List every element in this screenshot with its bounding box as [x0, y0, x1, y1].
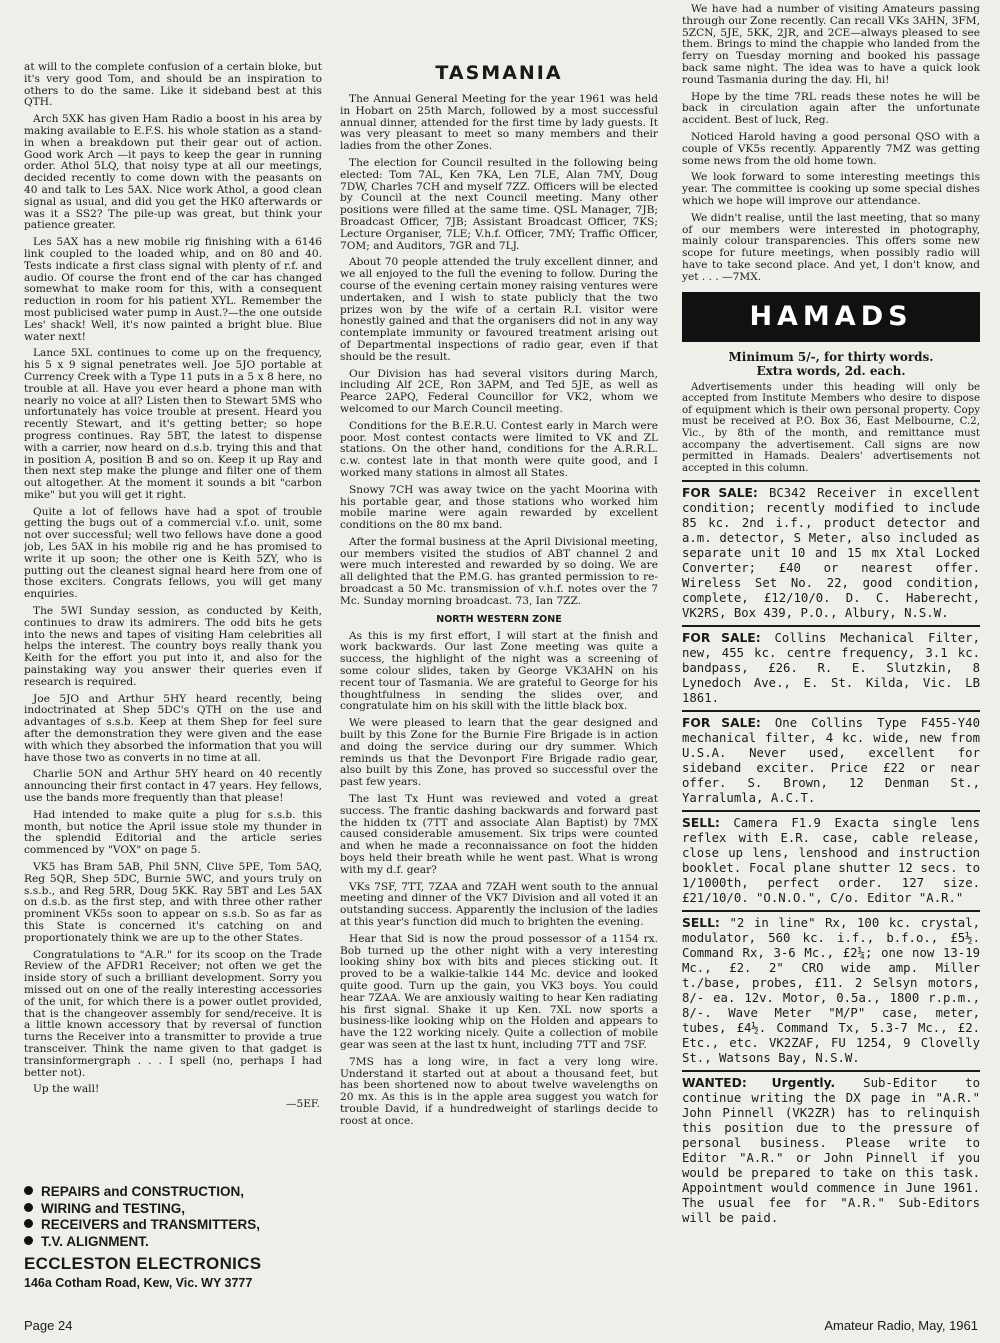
classified-lead: FOR SALE: — [682, 631, 761, 646]
column-left — [24, 62, 322, 1312]
classified-text: BC342 Receiver in excellent condition; recently modified to include 85 kc. 2nd i.f., product detector and a.m. detector, S Meter, also included as separate unit 10 and 15 mx Xtal Locked Converter; £40 or nearest offer. Wireless Set No. 22, good condition, complete, £12/10/0. D. C. Haberecht, VK2RS, Box 439, P.O., Albury, N.S.W. — [682, 486, 980, 621]
tasmania-paragraph: After the formal business at the April Divisional meeting, our members visited the studios of ABT channel 2 and were much interested and rewarded by so doing. We are all delighted that the P.M.G. has granted permission to re-broadcast a 50 Mc. transmission of v.h.f. notes over the 7 Mc. Sunday morning broadcast. 73, Ian 7ZZ. — [340, 535, 658, 607]
ad-service-text: T.V. ALIGNMENT. — [41, 1233, 149, 1249]
col3-paragraph: We didn't realise, until the last meeting, that so many of our members were interested in photography, mainly colour transparencies. This offers some new scope for future meetings, when possibly radio will have to take second place. And yet, I don't know, and yet . . . —7MX. — [682, 211, 980, 283]
col3-paragraph: Hope by the time 7RL reads these notes he will be back in circulation again after the unfortunate accident. Best of luck, Reg. — [682, 90, 980, 127]
col1-paragraph: Joe 5JO and Arthur 5HY heard recently, being indoctrinated at Shep 5DC's QTH on the use and advantages of s.s.b. Keep at them Shep for feel sure after the demonstration they were given and the ease with which they absorbed the information that you will have those two as converts in no time at all. — [24, 692, 322, 764]
column-middle — [340, 62, 658, 1312]
col3-paragraph: We have had a number of visiting Amateurs passing through our Zone recently. Can recall VKs 3AHN, 3FM, 5ZCN, 5JE, 5KK, 2JR, and 2CE—always pleased to see them. Brings to mind the chappie who landed from the ferry on Tuesday morning and booked his passage back same night. The idea was to have a quick look round Tasmania during the day. Hi, hi! — [682, 4, 980, 86]
hamads-rate-extra: Extra words, 2d. each. — [756, 363, 906, 378]
col1-paragraph: Charlie 5ON and Arthur 5HY heard on 40 recently announcing their first contact in 47 years. Hey fellows, use the bands more frequently than that please! — [24, 768, 322, 805]
classified-ad — [682, 910, 980, 1066]
col1-paragraph: at will to the complete confusion of a certain bloke, but it's very good Tom, and should be an inspiration to others to do the same. Like it sideband best at this QTH. — [24, 62, 322, 109]
col1-paragraph: Congratulations to "A.R." for its scoop on the Trade Review of the AFDR1 Receiver; not often we get the inside story of such a brilliant development. Sorry you missed out on one of the really interesting accessories of the unit, for which there is a power outlet provided, that is the changeover assembly for send/receive. It is a little known accessory that by reversal of function turns the Receiver into a transmitter to provide a true transceiver. Think the name given to that gadget is transinformergraph . . . I spell (no, perhaps I had better not). — [24, 948, 322, 1079]
ad-service-line — [24, 1234, 324, 1251]
bullet-icon — [24, 1203, 33, 1212]
col1-paragraph: Lance 5XL continues to come up on the frequency, his 5 x 9 signal penetrates well. Joe 5JO portable at Currency Creek with a Type 11 puts in a 5 x 8 here, no trouble at all. Have you ever heard a phone man with nearly no voice at all? Listen then to Stewart 5MS who unfortunately has voice trouble at present. Heard you recently Stewart, and it's getting better; so hope progress continues. Ray 5BT, the latest to dispense with a carrier, now heard on d.s.b. trying this and that in position A, position B and so on. Keep it up Ray and then next step make the plunge and filter one of them out altogether. At the moment it sounds a bit "carbon mike" but you will get it right. — [24, 347, 322, 501]
publication-footer: Amateur Radio, May, 1961 — [824, 1318, 978, 1333]
nw-zone-paragraph: 7MS has a long wire, in fact a very long wire. Understand it started out at about a thousand feet, but has been shortened now to about twelve wavelengths on 20 mx. As this is in the apple area suggest you watch for trouble David, if a hundredweight of starlings decide to roost at once. — [340, 1055, 658, 1127]
tasmania-paragraph: About 70 people attended the truly excellent dinner, and we all enjoyed to the full the evening to follow. During the course of the evening certain money raising ventures were undertaken, and I wish to state publicly that the two prizes won by the wife of a certain R.I. visitor were honestly gained and that the organisers did not in any way contemplate immunity or favoured treatment arising out of Departmental inspections of radio gear, even if that should be the result. — [340, 256, 658, 363]
tasmania-paragraph: Conditions for the B.E.R.U. Contest early in March were poor. Most contest contacts were limited to VK and ZL stations. On the other hand, conditions for the A.R.R.L. c.w. contest late in that month were quite good, and I worked many stations in almost all States. — [340, 419, 658, 479]
ad-company-name: ECCLESTON ELECTRONICS — [24, 1254, 262, 1273]
bullet-icon — [24, 1236, 33, 1245]
classified-text: Collins Mechanical Filter, new, 455 kc. centre frequency, 3.1 kc. bandpass, £26. R. E. Slutzkin, 8 Lynedoch Ave., E. St. Kilda, Vic. LB 1861. — [682, 631, 980, 706]
col1-paragraph: Had intended to make quite a plug for s.s.b. this month, but notice the April issue stole my thunder in the splendid Editorial and the article series commenced by "VOX" on page 5. — [24, 808, 322, 857]
classified-ad — [682, 625, 980, 706]
col3-paragraph: We look forward to some interesting meetings this year. The committee is cooking up some special dishes which we hope will improve our attendance. — [682, 171, 980, 207]
hamads-rates — [682, 350, 980, 378]
tasmania-paragraph: Our Division has had several visitors during March, including Alf 2CE, Ron 3APM, and Ted 5JE, as well as Pearce 2APQ, Federal Councillor for VK2, whom we welcomed to our March Council meeting. — [340, 367, 658, 415]
ad-service-line — [24, 1184, 324, 1201]
classified-ad — [682, 480, 980, 621]
tasmania-paragraph: The election for Council resulted in the following being elected: Tom 7AL, Ken 7KA, Len 7LE, Alan 7MY, Doug 7DW, Charles 7CH and myself 7ZZ. Officers will be elected by Council at the next Council meeting. Many other positions were filled at the same time. QSL Manager, 7JB; Broadcast Officer, 7JB; Assistant Broadcast Officer, 7KS; Lecture Organiser, 7LE; V.h.f. Officer, 7MY; Traffic Officer, 7OM; and Auditors, 7GR and 7LJ. — [340, 156, 658, 252]
nw-zone-paragraph: We were pleased to learn that the gear designed and built by this Zone for the Burnie Fire Brigade is in action and doing the service during our dry summer. Which reminds us that the Devonport Fire Brigade radio gear, also built by this Zone, has proved so successful over the past few years. — [340, 717, 658, 789]
ad-address: 146a Cotham Road, Kew, Vic. WY 3777 — [24, 1276, 253, 1290]
nw-zone-paragraph: As this is my first effort, I will start at the finish and work backwards. Our last Zone meeting was quite a success, the highlight of the night was a screening of some colour slides, taken by George VK3AHN on his recent tour of Tasmania. We are grateful to George for his thoughtfulness in sending the slides over, and congratulate him on his skill with the little black box. — [340, 629, 658, 713]
ad-service-text: WIRING and TESTING, — [41, 1200, 185, 1216]
col1-paragraph: The 5WI Sunday session, as conducted by Keith, continues to draw its admirers. The odd bits he gets into the news and tapes of visiting Ham celebrities all helps the interest. The country boys really thank you Keith for the effort you put into it, and also for the painstaking way you answer their queries even if research is required. — [24, 605, 322, 688]
ad-service-text: RECEIVERS and TRANSMITTERS, — [41, 1217, 261, 1232]
page-number: Page 24 — [24, 1318, 73, 1333]
hamads-rate-minimum: Minimum 5/-, for thirty words. — [728, 349, 934, 364]
classified-ad — [682, 1070, 980, 1226]
classified-text: "2 in line" Rx, 100 kc. crystal, modulator, 560 kc. i.f., b.f.o., £5½. Command Rx, 3-6 Mc., £2¼; one now 13-19 Mc., £2. 2" CRO wide amp. Miller t./base, probes, £11. 2 Selsyn motors, 8/- ea. 12v. Motor, 0.5a., 1800 r.p.m., 8/-. Wave Meter "M/P" case, meter, tubes, £4½. Command Tx, 5.3-7 Mc., £2. Etc., etc. VK2ZAF, FU 1254, 9 Clovelly St., Watsons Bay, N.S.W. — [682, 916, 980, 1066]
eccleston-advertisement — [24, 1184, 324, 1290]
ad-service-text: REPAIRS and CONSTRUCTION, — [41, 1184, 245, 1199]
classified-lead: SELL: — [682, 916, 720, 931]
hamads-intro: Advertisements under this heading will only be accepted from Institute Members who desire to dispose of equipment which is their own personal property. Copy must be received at P.O. Box 36, East Melbourne, C.2, Vic., by 8th of the month, and remittance must accompany the advertisement. Call signs are now permitted in Hamads. Dealers' advertisements not accepted in this column. — [682, 381, 980, 474]
classified-text: Sub-Editor to continue writing the DX page in "A.R." John Pinnell (VK2ZR) has to relinquish this position due to the pressure of personal business. Please write to Editor "A.R." or John Pinnell if you would be prepared to take on this task. Appointment would commence in June 1961. The usual fee for "A.R." Sub-Editors will be paid. — [682, 1076, 980, 1226]
classified-lead: WANTED: Urgently. — [682, 1076, 836, 1091]
classified-ad — [682, 710, 980, 806]
tasmania-paragraph: The Annual General Meeting for the year 1961 was held in Hobart on 25th March, followed by a most successful annual dinner, attended for the first time by lady guests. It was very pleasant to meet so many members and their ladies from the other Zones. — [340, 93, 658, 153]
classified-text: Camera F1.9 Exacta single lens reflex with E.R. case, cable release, close up lens, lenshood and instruction booklet. Focal plane shutter 12 secs. to 1/1000th, perfect order. 127 size. £21/10/0. "O.N.O.", C/o. Editor "A.R." — [682, 816, 980, 906]
bullet-icon — [24, 1219, 33, 1228]
ad-service-line — [24, 1201, 324, 1218]
section-heading-north-western-zone: NORTH WESTERN ZONE — [436, 613, 562, 625]
tasmania-paragraph: Snowy 7CH was away twice on the yacht Moorina with his portable gear, and those stations who worked him mobile marine were again rewarded by excellent conditions on the 80 mx band. — [340, 483, 658, 532]
col3-paragraph: Noticed Harold having a good personal QSO with a couple of VK5s recently. Apparently 7MZ was getting some news from the old home town. — [682, 130, 980, 167]
col1-paragraph: Les 5AX has a new mobile rig finishing with a 6146 link coupled to the loaded whip, and on 80 and 40. Tests indicate a first class signal with plenty of r.f. and audio. Of course the front end of the car has changed somewhat to make room for this, with a consequent reduction in room for his patient XYL. Remember the most publicised water pump in Aust.?—the one outside Les' shack! Well, it's now painted a bright blue. Blue water next! — [24, 236, 322, 343]
col1-paragraph: Up the wall! — [33, 1083, 100, 1096]
ad-service-line — [24, 1217, 324, 1234]
hamads-banner: HAMADS — [682, 292, 980, 342]
bullet-icon — [24, 1186, 33, 1195]
col1-paragraph: Arch 5XK has given Ham Radio a boost in his area by making available to E.F.S. his whole station as a stand-in when a breakdown put their gear out of action. Good work Arch —it pays to keep the gear in running order. Athol 5LQ, that noisy type at all our meetings, decided recently to come down with the peasants on 40 and talk to Les 5AX. Nice work Athol, a good clean signal as usual, and did you get the HK0 afterwards or was it a SS2? The pile-up was great, but think your patience greater. — [24, 113, 322, 232]
classified-lead: FOR SALE: — [682, 716, 761, 731]
nw-zone-paragraph: Hear that Sid is now the proud possessor of a 1154 rx. Bob turned up the other night with a very interesting looking shiny box with bits and pieces sticking out. It proved to be a walkie-talkie 144 Mc. device and looked quite good. Turn up the gain, you VK3 boys. You could hear 7ZAA. We are anxiously waiting to hear Ken radiating his first signal. Shake it up Ken. 7XL now sports a business-like looking whip on the Holden and appears to have the 122 working nicely. Quite a collection of mobile gear was seen at the last tx hunt, including 7TT and 7SF. — [340, 932, 658, 1051]
column-right — [682, 4, 980, 1310]
classified-lead: FOR SALE: — [682, 486, 758, 501]
section-heading-tasmania: TASMANIA — [435, 62, 563, 84]
col1-signoff: —5EF. — [285, 1098, 320, 1111]
nw-zone-paragraph: The last Tx Hunt was reviewed and voted a great success. The frantic dashing backwards and forward past the hidden tx (7TT and associate Alan Baptist) by 7MX caused considerable amusement. Six trips were counted and when he made a reconnaissance on foot the hidden boys held their breath while he went past. What is wrong with my d.f. gear? — [340, 793, 658, 876]
nw-zone-paragraph: VKs 7SF, 7TT, 7ZAA and 7ZAH went south to the annual meeting and dinner of the VK7 Division and all voted it an outstanding success. Apparently the inclusion of the ladies at this year's function did much to brighten the evening. — [340, 880, 658, 928]
classified-text: One Collins Type F455-Y40 mechanical filter, 4 kc. wide, new from U.S.A. Never used, excellent for sideband exciter. Price £22 or near offer. S. Brown, 12 Denman St., Yarralumla, A.C.T. — [682, 716, 980, 806]
col1-paragraph: Quite a lot of fellows have had a spot of trouble getting the bugs out of a commercial v.f.o. unit, some not over successful; well two fellows have done a good job, Les 5AX in his mobile rig and he has promised to write it up soon; the other one is Keith 5ZY, who is putting out the cleanest signal heard here from one of those exciters. Congrats fellows, you will get many enquiries. — [24, 505, 322, 601]
col1-paragraph: VK5 has Bram 5AB, Phil 5NN, Clive 5PE, Tom 5AQ, Reg 5QR, Shep 5DC, Burnie 5WC, and yours truly on s.s.b., and Reg 5RR, Doug 5KK. Ray 5BT and Les 5AX on d.s.b. as the first step, and with three other rather prominent VK5s soon to appear on s.s.b. So as far as this State is concerned it's catching on and proportionately think we are up to the other States. — [24, 861, 322, 944]
classified-lead: SELL: — [682, 816, 720, 831]
classified-ad — [682, 810, 980, 906]
